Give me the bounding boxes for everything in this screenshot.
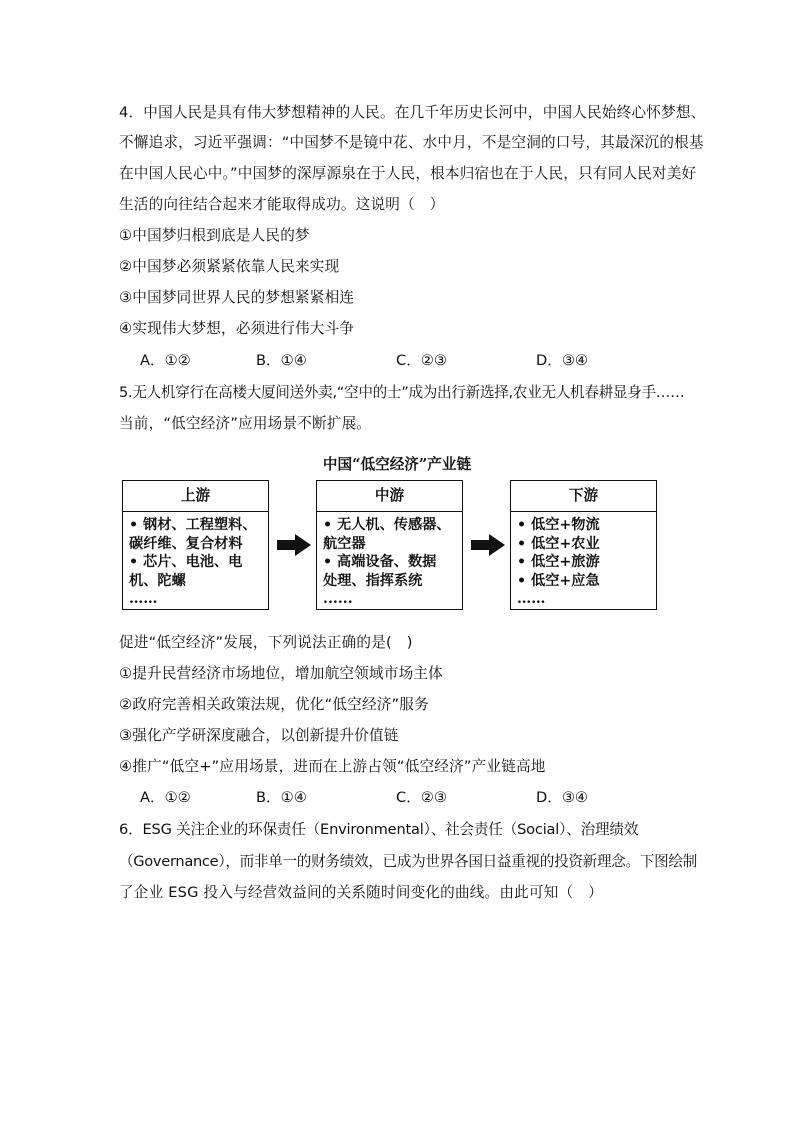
midstream-list [317,512,462,609]
q6-line-3: 了企业 ESG 投入与经营效益间的关系随时间变化的曲线。由此可知（ ） [119,884,603,901]
q6-line-1: 6．ESG 关注企业的环保责任（Environmental）、社会责任（Social）、治理绩效 [119,821,639,838]
midstream-header: 中游 [317,481,462,512]
upstream-item: 机、陀螺 [129,572,186,589]
midstream-item: 处理、指挥系统 [323,572,423,589]
q5-option-b[interactable]: B．①④ [256,789,307,806]
q4-line-3: 在中国人民心中。”中国梦的深厚源泉在于人民，根本归宿也在于人民，只有同人民对美好 [119,165,697,182]
right-arrow-icon [471,534,505,556]
upstream-item: • 芯片、电池、电 [129,554,243,570]
downstream-item: • 低空+应急 [517,572,600,589]
downstream-item: • 低空+农业 [517,535,600,552]
industry-chain-title: 中国“低空经济”产业链 [322,456,472,473]
q5-option-a[interactable]: A．①② [140,789,191,806]
upstream-item: …… [129,591,158,607]
q5-options [140,788,620,808]
q4-option-d[interactable]: D．③④ [536,352,588,369]
q4-option-c[interactable]: C．②③ [396,352,447,369]
q5-line-2: 当前，“低空经济”应用场景不断扩展。 [119,415,372,432]
midstream-item: • 高端设备、数据 [323,554,437,570]
upstream-item: • 钢材、工程塑料、 [129,517,257,533]
downstream-list [511,512,656,609]
right-arrow-icon [277,534,311,556]
q4-statement-2: ②中国梦必须紧紧依靠人民来实现 [119,258,340,275]
upstream-item: 碳纤维、复合材料 [129,535,243,552]
q5-option-d[interactable]: D．③④ [536,789,588,806]
q4-statement-1: ①中国梦归根到底是人民的梦 [119,227,310,244]
upstream-box [122,480,269,610]
q6-line-2: （Governance），而非单一的财务绩效，已成为世界各国日益重视的投资新理念。下图绘制 [119,853,698,870]
q4-statement-3: ③中国梦同世界人民的梦想紧紧相连 [119,289,355,306]
downstream-item: …… [517,591,546,607]
q5-statement-1: ①提升民营经济市场地位，增加航空领域市场主体 [119,665,443,682]
q4-line-2: 不懈追求，习近平强调：“中国梦不是镜中花、水中月，不是空洞的口号，其最深沉的根基 [119,134,704,151]
q5-statement-4: ④推广“低空+”应用场景，进而在上游占领“低空经济”产业链高地 [119,758,546,775]
q4-line-4: 生活的向往结合起来才能取得成功。这说明（ ） [119,196,445,213]
q5-statement-3: ③强化产学研深度融合，以创新提升价值链 [119,727,399,744]
q4-option-a[interactable]: A．①② [140,352,191,369]
downstream-header: 下游 [511,481,656,512]
midstream-item: ...... [323,591,353,607]
downstream-item: • 低空+物流 [517,517,600,533]
q5-line-1: 5.无人机穿行在高楼大厦间送外卖,“空中的士”成为出行新选择,农业无人机春耕显身手…… [119,384,685,401]
q5-question: 促进“低空经济”发展，下列说法正确的是( ) [119,634,413,651]
q4-line-1: 4．中国人民是具有伟大梦想精神的人民。在几千年历史长河中，中国人民始终心怀梦想、 [119,104,706,121]
q5-option-c[interactable]: C．②③ [396,789,447,806]
midstream-box [316,480,463,610]
q5-statement-2: ②政府完善相关政策法规，优化“低空经济”服务 [119,696,429,713]
midstream-item: 航空器 [323,535,366,552]
midstream-item: • 无人机、传感器、 [323,517,451,533]
downstream-box [510,480,657,610]
downstream-item: • 低空+旅游 [517,554,600,570]
q4-statement-4: ④实现伟大梦想，必须进行伟大斗争 [119,320,355,337]
upstream-header: 上游 [123,481,268,512]
upstream-list [123,512,268,609]
q4-options [140,351,620,371]
q4-option-b[interactable]: B．①④ [256,352,307,369]
